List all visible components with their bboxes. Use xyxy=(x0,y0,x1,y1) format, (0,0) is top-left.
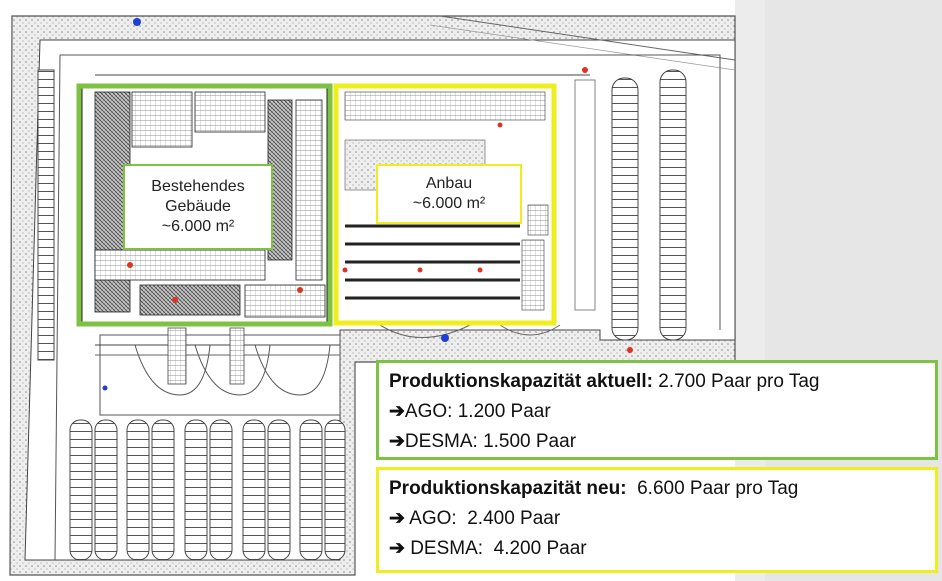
current-item-value: 1.500 Paar xyxy=(483,431,577,452)
new-capacity-item-desma xyxy=(389,534,925,564)
arrow-icon: ➔ xyxy=(389,431,405,452)
current-capacity-box xyxy=(376,360,938,460)
current-item-value: 1.200 Paar xyxy=(457,401,551,422)
extension-label xyxy=(376,164,522,224)
current-capacity-value: 2.700 Paar pro Tag xyxy=(658,371,820,392)
current-item-name: AGO: xyxy=(404,401,453,422)
new-capacity-headline xyxy=(389,474,925,504)
existing-building-line1: Bestehendes xyxy=(151,178,245,195)
new-item-name: AGO: xyxy=(409,508,457,529)
existing-building-area: ~6.000 m² xyxy=(161,218,235,235)
current-capacity-headline xyxy=(389,367,925,397)
new-capacity-box xyxy=(376,467,938,573)
new-capacity-item-ago xyxy=(389,504,925,534)
current-item-name: DESMA: xyxy=(404,431,478,452)
new-item-name: DESMA: xyxy=(410,538,484,559)
new-item-value: 2.400 Paar xyxy=(467,508,561,529)
arrow-icon: ➔ xyxy=(389,401,405,422)
new-capacity-value: 6.600 Paar pro Tag xyxy=(637,478,799,499)
current-capacity-item-ago xyxy=(389,397,925,427)
existing-building-label xyxy=(123,164,273,250)
current-capacity-item-desma xyxy=(389,427,925,457)
existing-building-line2: Gebäude xyxy=(165,198,231,215)
arrow-icon: ➔ xyxy=(389,508,405,529)
arrow-icon: ➔ xyxy=(389,538,405,559)
current-capacity-label: Produktionskapazität aktuell: xyxy=(389,371,653,392)
new-item-value: 4.200 Paar xyxy=(493,538,587,559)
extension-title: Anbau xyxy=(425,175,473,192)
new-capacity-label: Produktionskapazität neu: xyxy=(389,478,627,499)
extension-area: ~6.000 m² xyxy=(412,195,486,212)
